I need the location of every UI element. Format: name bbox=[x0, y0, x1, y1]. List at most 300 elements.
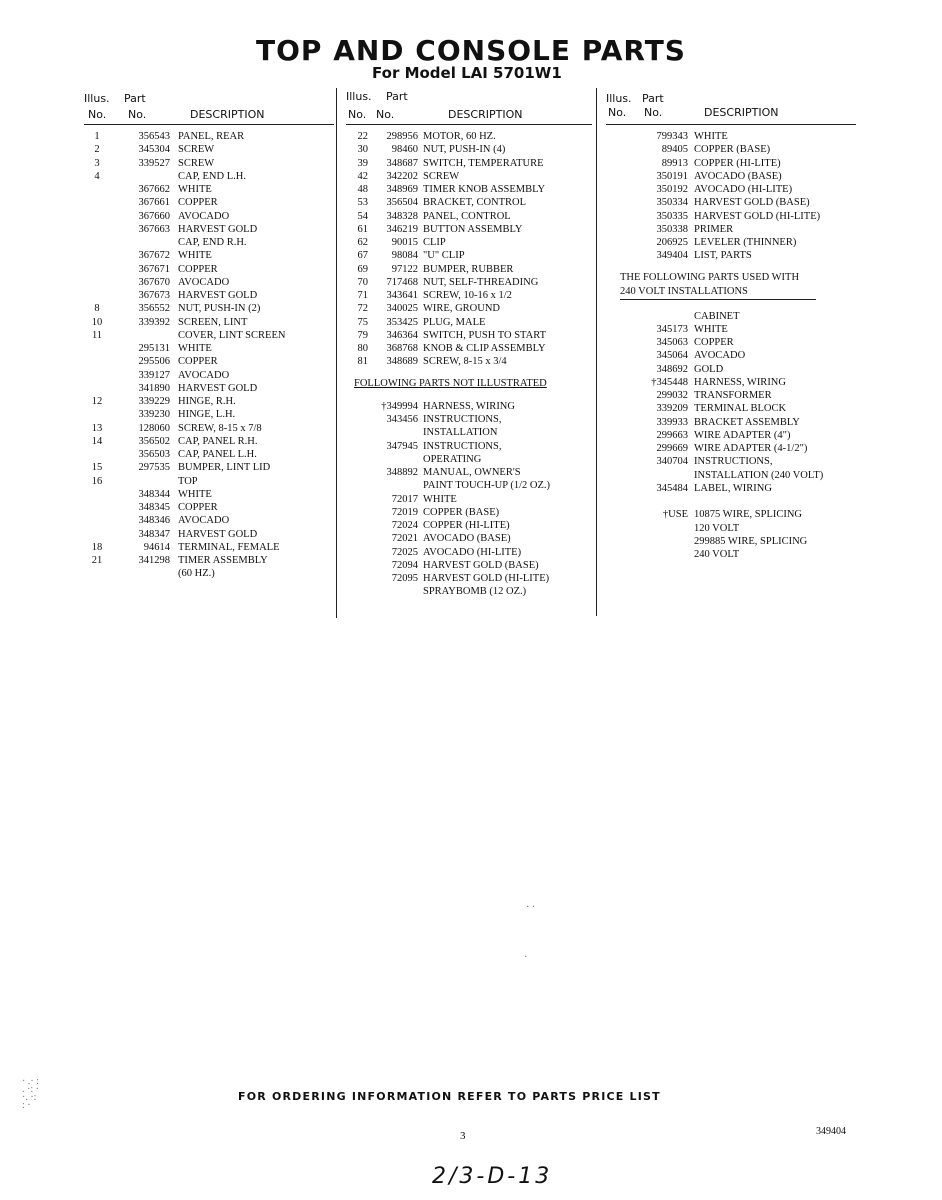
illus-number: 48 bbox=[357, 184, 368, 195]
part-number: 356543 bbox=[138, 131, 170, 142]
list-item bbox=[84, 223, 334, 236]
illus-number: 12 bbox=[91, 396, 103, 407]
list-item bbox=[606, 157, 856, 170]
part-description: AVOCADO bbox=[178, 515, 230, 527]
part-number: 339527 bbox=[138, 157, 170, 169]
list-item bbox=[606, 310, 856, 323]
list-item bbox=[606, 249, 856, 262]
part-description: CABINET bbox=[694, 310, 740, 322]
scan-speckle: · bbox=[524, 952, 528, 963]
part-description: COVER, LINT SCREEN bbox=[178, 329, 286, 341]
list-item bbox=[346, 585, 592, 598]
part-number: 128060 bbox=[138, 422, 170, 434]
part-number: 72025 bbox=[391, 546, 418, 558]
part-description: AVOCADO (HI-LITE) bbox=[423, 546, 522, 558]
part-number: 345484 bbox=[656, 482, 688, 494]
part-description: WHITE bbox=[694, 131, 728, 142]
illus-number: 30 bbox=[357, 144, 368, 156]
part-description: HINGE, L.H. bbox=[178, 409, 236, 421]
part-description: COPPER bbox=[178, 197, 218, 209]
list-item bbox=[84, 448, 334, 461]
list-item bbox=[346, 157, 592, 170]
list-item bbox=[606, 548, 856, 561]
list-item bbox=[606, 535, 856, 548]
illus-number: 21 bbox=[91, 555, 103, 566]
part-description: WIRE, GROUND bbox=[423, 303, 500, 315]
list-item bbox=[606, 130, 856, 143]
part-number: 350191 bbox=[656, 170, 688, 182]
part-number: 299663 bbox=[656, 429, 688, 441]
illus-number: 53 bbox=[357, 197, 368, 209]
column-divider-2 bbox=[596, 88, 597, 616]
part-description: INSTALLATION (240 VOLT) bbox=[694, 469, 824, 481]
part-description: BUTTON ASSEMBLY bbox=[423, 223, 523, 235]
list-item bbox=[346, 249, 592, 262]
list-item bbox=[84, 395, 334, 408]
list-item bbox=[84, 435, 334, 448]
part-number: 98460 bbox=[391, 144, 418, 156]
part-number: 339933 bbox=[656, 416, 688, 428]
part-number: 72024 bbox=[391, 520, 418, 531]
part-description: HARNESS, WIRING bbox=[694, 376, 786, 388]
part-description: TERMINAL, FEMALE bbox=[178, 541, 280, 553]
part-number: 356552 bbox=[138, 303, 170, 315]
list-item bbox=[606, 389, 856, 402]
list-item bbox=[84, 302, 334, 315]
part-number: 345064 bbox=[656, 350, 688, 362]
part-description: COPPER (BASE) bbox=[694, 144, 771, 156]
part-number: 348346 bbox=[138, 515, 170, 527]
scan-speckle: · .· : . ·: · ·. ·: : · bbox=[22, 1076, 39, 1111]
parts-list bbox=[606, 130, 856, 263]
list-item bbox=[346, 170, 592, 183]
illus-header: Illus. bbox=[84, 92, 110, 105]
part-number: 356502 bbox=[138, 435, 170, 447]
part-description: SCREEN, LINT bbox=[178, 316, 248, 328]
part-no-header: No. bbox=[644, 106, 663, 119]
part-description: PRIMER bbox=[694, 223, 734, 235]
list-item bbox=[346, 329, 592, 342]
part-description: TIMER ASSEMBLY bbox=[178, 555, 268, 566]
part-number: 350334 bbox=[656, 197, 688, 209]
part-number: 367662 bbox=[138, 184, 170, 195]
part-number: 299032 bbox=[656, 390, 688, 401]
part-number: 340025 bbox=[386, 303, 418, 315]
list-item bbox=[606, 522, 856, 535]
part-no-header: No. bbox=[376, 108, 395, 121]
part-number: 347945 bbox=[386, 440, 418, 452]
illus-number: 1 bbox=[94, 131, 100, 142]
part-description: BRACKET, CONTROL bbox=[423, 197, 527, 209]
illus-number: 69 bbox=[357, 263, 368, 275]
list-item bbox=[606, 349, 856, 362]
parts-list-240-volt bbox=[606, 310, 856, 562]
part-number: 298956 bbox=[386, 131, 418, 142]
part-number: 350192 bbox=[656, 184, 688, 195]
part-description: WIRE ADAPTER (4") bbox=[694, 429, 791, 441]
part-number: 348344 bbox=[138, 488, 170, 500]
handwritten-note: 2/3-D-13 bbox=[432, 1164, 553, 1189]
part-description: AVOCADO (BASE) bbox=[694, 170, 782, 182]
column-header bbox=[346, 90, 592, 125]
240-volt-note bbox=[620, 271, 816, 300]
part-description: COPPER bbox=[178, 356, 218, 368]
list-item bbox=[606, 376, 856, 389]
list-item bbox=[346, 453, 592, 466]
part-number: 348969 bbox=[386, 184, 418, 195]
illus-number: 22 bbox=[357, 131, 368, 142]
description-header: DESCRIPTION bbox=[190, 108, 265, 121]
part-number: 339230 bbox=[138, 409, 170, 421]
illus-number: 2 bbox=[94, 144, 100, 156]
part-description: AVOCADO bbox=[178, 276, 230, 288]
list-item bbox=[84, 501, 334, 514]
list-item bbox=[84, 183, 334, 196]
part-description: TOP bbox=[178, 475, 198, 487]
part-number: 342202 bbox=[386, 170, 418, 182]
part-description: MOTOR, 60 HZ. bbox=[423, 131, 496, 142]
part-number: 367661 bbox=[138, 197, 170, 209]
part-number: 367670 bbox=[138, 276, 170, 288]
part-number: 89405 bbox=[661, 144, 688, 156]
list-item bbox=[346, 183, 592, 196]
list-item bbox=[84, 488, 334, 501]
part-description: AVOCADO bbox=[178, 369, 230, 381]
part-description: CAP, PANEL L.H. bbox=[178, 449, 257, 460]
not-illustrated-heading: FOLLOWING PARTS NOT ILLUSTRATED bbox=[354, 377, 547, 389]
parts-column-2 bbox=[346, 90, 592, 599]
list-item bbox=[84, 236, 334, 249]
list-item bbox=[84, 369, 334, 382]
part-number: 349404 bbox=[656, 250, 688, 262]
part-number: 94614 bbox=[143, 541, 170, 553]
part-header: Part bbox=[642, 92, 664, 105]
illus-number: 39 bbox=[357, 157, 368, 169]
part-description: BRACKET ASSEMBLY bbox=[694, 416, 800, 428]
list-item bbox=[84, 422, 334, 435]
list-item bbox=[606, 495, 856, 508]
part-description: TIMER KNOB ASSEMBLY bbox=[423, 184, 546, 195]
column-divider-1 bbox=[336, 88, 337, 618]
part-description: PANEL, REAR bbox=[178, 131, 245, 142]
part-number: 89913 bbox=[661, 157, 688, 169]
part-description: 10875 WIRE, SPLICING bbox=[694, 509, 803, 521]
list-item bbox=[606, 455, 856, 468]
description-header: DESCRIPTION bbox=[448, 108, 523, 121]
part-description: WHITE bbox=[178, 250, 212, 262]
list-item bbox=[84, 249, 334, 262]
part-description: HARVEST GOLD bbox=[178, 382, 258, 394]
part-number: 340704 bbox=[656, 456, 688, 468]
illus-number: 81 bbox=[357, 356, 368, 368]
list-item bbox=[606, 323, 856, 336]
part-description: 120 VOLT bbox=[694, 522, 740, 534]
part-description: (60 HZ.) bbox=[178, 568, 215, 580]
list-item bbox=[84, 143, 334, 156]
page-title: TOP AND CONSOLE PARTS bbox=[256, 34, 686, 67]
parts-column-3 bbox=[606, 90, 856, 561]
part-description: LEVELER (THINNER) bbox=[694, 237, 797, 248]
document-number: 349404 bbox=[816, 1126, 846, 1137]
list-item bbox=[606, 442, 856, 455]
part-number: 348692 bbox=[656, 363, 688, 375]
part-description: 240 VOLT bbox=[694, 549, 740, 560]
parts-list bbox=[84, 130, 334, 581]
part-description: COPPER (HI-LITE) bbox=[423, 520, 510, 531]
list-item bbox=[346, 289, 592, 302]
list-item bbox=[346, 493, 592, 506]
part-number: 345173 bbox=[656, 323, 688, 335]
part-number: 339127 bbox=[138, 369, 170, 381]
list-item bbox=[606, 402, 856, 415]
list-item bbox=[84, 382, 334, 395]
part-description: COPPER (BASE) bbox=[423, 506, 500, 518]
part-description: INSTRUCTIONS, bbox=[423, 414, 502, 425]
list-item bbox=[606, 508, 856, 521]
part-number: 350338 bbox=[656, 223, 688, 235]
part-description: CAP, END R.H. bbox=[178, 237, 247, 248]
part-number: 367672 bbox=[138, 250, 170, 262]
part-description: HARVEST GOLD (BASE) bbox=[694, 197, 810, 209]
part-description: SCREW, 10-16 x 1/2 bbox=[423, 290, 512, 301]
illus-number: 8 bbox=[94, 303, 100, 315]
part-description: SCREW bbox=[423, 170, 460, 182]
page-number: 3 bbox=[460, 1130, 466, 1142]
part-description: SWITCH, PUSH TO START bbox=[423, 329, 546, 341]
part-description: HINGE, R.H. bbox=[178, 396, 236, 407]
list-item bbox=[346, 466, 592, 479]
list-item bbox=[606, 363, 856, 376]
part-description: PAINT TOUCH-UP (1/2 OZ.) bbox=[423, 480, 550, 492]
part-description: INSTALLATION bbox=[423, 427, 498, 439]
part-number: 346219 bbox=[386, 223, 418, 235]
part-number: 295506 bbox=[138, 356, 170, 368]
240-volt-note-line1: THE FOLLOWING PARTS USED WITH bbox=[620, 271, 800, 283]
part-number: 72019 bbox=[391, 506, 418, 518]
part-number: 353425 bbox=[386, 316, 418, 328]
list-item bbox=[346, 276, 592, 289]
list-item bbox=[84, 475, 334, 488]
list-item bbox=[346, 413, 592, 426]
model-subtitle: For Model LAI 5701W1 bbox=[372, 64, 562, 82]
part-number: 339392 bbox=[138, 316, 170, 328]
list-item bbox=[346, 559, 592, 572]
part-number: 356503 bbox=[138, 449, 170, 460]
part-description: CAP, END L.H. bbox=[178, 170, 246, 182]
part-number: 341890 bbox=[138, 382, 170, 394]
illus-number: 16 bbox=[91, 475, 103, 487]
description-header: DESCRIPTION bbox=[704, 106, 779, 119]
list-item bbox=[84, 289, 334, 302]
list-item bbox=[606, 469, 856, 482]
part-description: 299885 WIRE, SPLICING bbox=[694, 535, 808, 547]
part-number: 206925 bbox=[656, 237, 688, 248]
list-item bbox=[84, 276, 334, 289]
list-item bbox=[84, 130, 334, 143]
list-item bbox=[346, 546, 592, 559]
part-number: †345448 bbox=[651, 376, 688, 388]
part-number: 348689 bbox=[386, 356, 418, 368]
list-item bbox=[84, 528, 334, 541]
illus-number: 54 bbox=[357, 210, 368, 222]
part-description: NUT, PUSH-IN (2) bbox=[178, 303, 261, 315]
part-number: 343456 bbox=[386, 414, 418, 425]
list-item bbox=[346, 426, 592, 439]
part-description: HARVEST GOLD (HI-LITE) bbox=[694, 210, 821, 222]
list-item bbox=[346, 400, 592, 413]
list-item bbox=[606, 196, 856, 209]
list-item bbox=[346, 236, 592, 249]
part-description: COPPER bbox=[178, 502, 218, 513]
part-description: BUMPER, RUBBER bbox=[423, 263, 514, 275]
part-number: 345063 bbox=[656, 337, 688, 348]
illus-number: 80 bbox=[357, 343, 368, 354]
list-item bbox=[606, 183, 856, 196]
part-number: 97122 bbox=[391, 263, 418, 275]
part-description: SCREW bbox=[178, 144, 215, 156]
part-description: WHITE bbox=[694, 323, 728, 335]
illus-header: Illus. bbox=[346, 90, 372, 103]
list-item bbox=[84, 157, 334, 170]
illus-number: 62 bbox=[357, 237, 368, 248]
part-number: 348892 bbox=[386, 467, 418, 478]
part-description: WHITE bbox=[423, 493, 457, 505]
part-header: Part bbox=[386, 90, 408, 103]
illus-number: 61 bbox=[357, 223, 368, 235]
list-item bbox=[606, 236, 856, 249]
part-description: WIRE ADAPTER (4-1/2") bbox=[694, 443, 808, 454]
illus-number: 67 bbox=[357, 250, 368, 262]
part-description: CLIP bbox=[423, 237, 446, 248]
list-item bbox=[346, 479, 592, 492]
list-item bbox=[346, 130, 592, 143]
part-description: OPERATING bbox=[423, 453, 482, 465]
illus-no-header: No. bbox=[608, 106, 627, 119]
part-description: TRANSFORMER bbox=[694, 390, 772, 401]
part-number: †349994 bbox=[381, 400, 418, 412]
part-number: †USE bbox=[662, 509, 688, 521]
part-number: 367660 bbox=[138, 210, 170, 222]
part-description: INSTRUCTIONS, bbox=[694, 456, 773, 468]
part-description: HARVEST GOLD (BASE) bbox=[423, 559, 539, 571]
list-item bbox=[346, 572, 592, 585]
part-description: AVOCADO (HI-LITE) bbox=[694, 184, 793, 195]
part-description: NUT, SELF-THREADING bbox=[423, 276, 539, 288]
part-description: MANUAL, OWNER'S bbox=[423, 467, 521, 478]
ordering-info: FOR ORDERING INFORMATION REFER TO PARTS PRICE LIST bbox=[238, 1090, 661, 1103]
list-item bbox=[84, 408, 334, 421]
part-number: 368768 bbox=[386, 343, 418, 354]
list-item bbox=[606, 482, 856, 495]
part-number: 343641 bbox=[386, 290, 418, 301]
list-item bbox=[606, 223, 856, 236]
part-number: 348345 bbox=[138, 502, 170, 513]
list-item bbox=[346, 302, 592, 315]
part-number: 350335 bbox=[656, 210, 688, 222]
list-item bbox=[84, 554, 334, 567]
list-item bbox=[606, 170, 856, 183]
part-number: 72017 bbox=[391, 493, 418, 505]
part-description: HARVEST GOLD bbox=[178, 290, 258, 301]
illus-number: 79 bbox=[357, 329, 368, 341]
list-item bbox=[346, 440, 592, 453]
list-item bbox=[84, 210, 334, 223]
list-item bbox=[346, 263, 592, 276]
list-item bbox=[84, 567, 334, 580]
parts-list-not-illustrated bbox=[346, 400, 592, 599]
list-item bbox=[84, 329, 334, 342]
illus-number: 70 bbox=[357, 276, 368, 288]
list-item bbox=[84, 461, 334, 474]
illus-number: 3 bbox=[94, 157, 100, 169]
list-item bbox=[84, 514, 334, 527]
illus-number: 15 bbox=[91, 462, 103, 474]
part-description: AVOCADO bbox=[178, 210, 230, 222]
illus-no-header: No. bbox=[348, 108, 367, 121]
part-description: KNOB & CLIP ASSEMBLY bbox=[423, 343, 546, 354]
list-item bbox=[346, 519, 592, 532]
part-number: 348347 bbox=[138, 528, 170, 540]
part-description: WHITE bbox=[178, 343, 212, 354]
part-description: SCREW bbox=[178, 157, 215, 169]
part-description: NUT, PUSH-IN (4) bbox=[423, 144, 506, 156]
part-description: SWITCH, TEMPERATURE bbox=[423, 157, 544, 169]
parts-column-1 bbox=[84, 90, 334, 581]
illus-number: 4 bbox=[94, 170, 100, 182]
list-item bbox=[84, 170, 334, 183]
part-description: BUMPER, LINT LID bbox=[178, 462, 271, 474]
part-description: COPPER bbox=[178, 263, 218, 275]
list-item bbox=[84, 196, 334, 209]
part-description: GOLD bbox=[694, 363, 724, 375]
list-item bbox=[84, 355, 334, 368]
column-header bbox=[84, 90, 334, 125]
part-number: 297535 bbox=[138, 462, 170, 474]
list-item bbox=[346, 355, 592, 368]
part-description: AVOCADO bbox=[694, 350, 746, 362]
part-description: HARNESS, WIRING bbox=[423, 400, 515, 412]
part-description: COPPER bbox=[694, 337, 734, 348]
illus-number: 42 bbox=[357, 170, 368, 182]
part-header: Part bbox=[124, 92, 146, 105]
part-number: 72021 bbox=[391, 533, 418, 545]
part-number: 367663 bbox=[138, 223, 170, 235]
part-number: 72095 bbox=[391, 573, 418, 584]
illus-number: 10 bbox=[91, 316, 103, 328]
part-description: LABEL, WIRING bbox=[694, 482, 772, 494]
part-description: INSTRUCTIONS, bbox=[423, 440, 502, 452]
part-description: HARVEST GOLD (HI-LITE) bbox=[423, 573, 550, 584]
part-description: TERMINAL BLOCK bbox=[694, 403, 787, 415]
part-description: WHITE bbox=[178, 184, 212, 195]
list-item bbox=[606, 210, 856, 223]
part-description: SCREW, 8-15 x 3/4 bbox=[423, 356, 507, 368]
list-item bbox=[346, 143, 592, 156]
list-item bbox=[84, 342, 334, 355]
illus-number: 75 bbox=[357, 316, 368, 328]
part-description: AVOCADO (BASE) bbox=[423, 533, 511, 545]
illus-no-header: No. bbox=[88, 108, 107, 121]
part-number: 339229 bbox=[138, 396, 170, 407]
part-number: 348328 bbox=[386, 210, 418, 222]
240-volt-note-line2: 240 VOLT INSTALLATIONS bbox=[620, 285, 748, 297]
list-item bbox=[346, 342, 592, 355]
part-number: 341298 bbox=[138, 555, 170, 566]
illus-number: 71 bbox=[357, 290, 368, 301]
part-number: 367671 bbox=[138, 263, 170, 275]
part-number: 339209 bbox=[656, 403, 688, 415]
list-item bbox=[84, 541, 334, 554]
